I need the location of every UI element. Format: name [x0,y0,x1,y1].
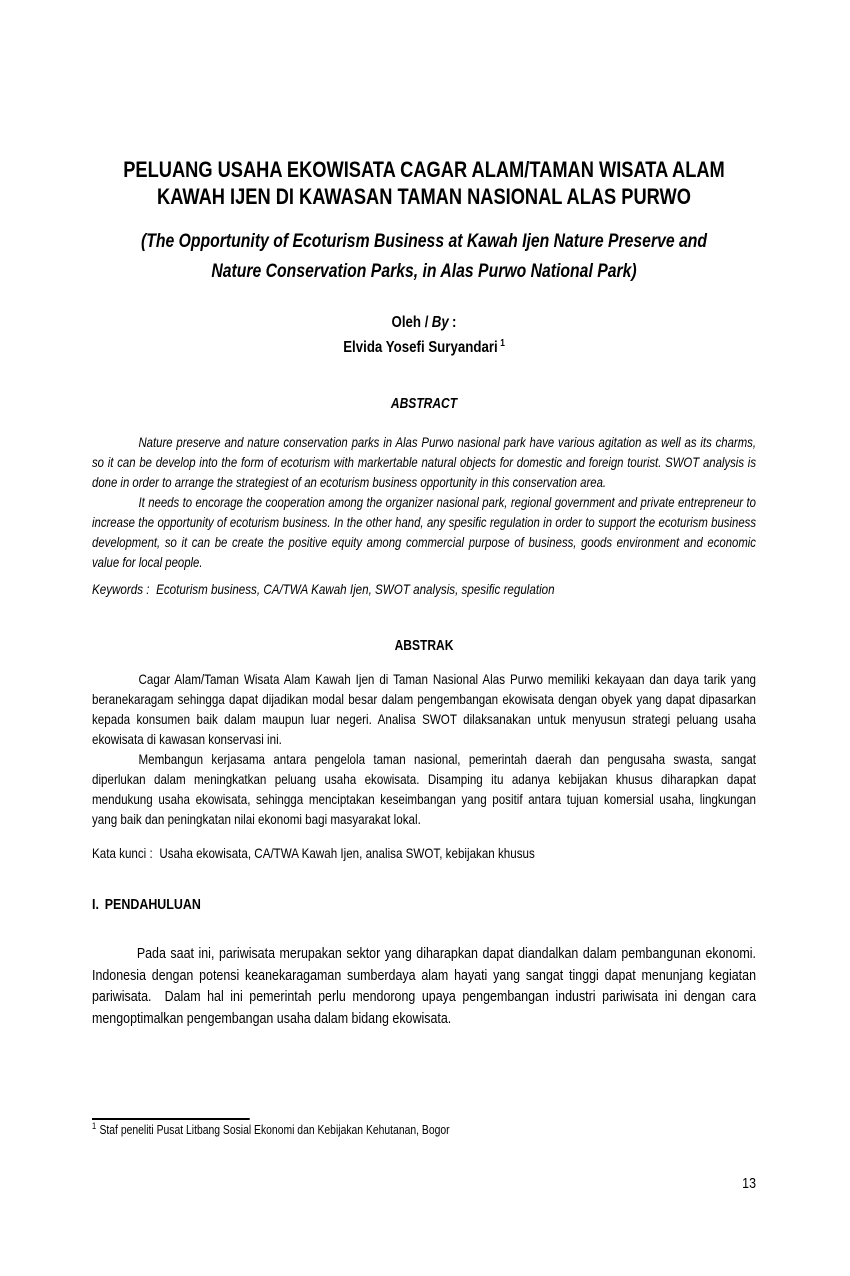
introduction-paragraph: Pada saat ini, pariwisata merupakan sektor yang diharapkan dapat diandalkan dalam pembangunan ekonomi. Indonesia dengan potensi keanekaragaman sumberdaya alam hayati yang sangat tinggi dapat menunjang kegiatan pariwisata. Dalam hal ini pemerintah perlu mendorong upaya pengembangan industri pariwisata ini dengan cara mengoptimalkan pengembangan usaha dalam bidang ekowisata. [92,945,756,1027]
keywords-label-indonesian: Kata kunci : [92,845,153,861]
keywords-label-english: Keywords : [92,581,150,597]
byline-colon: : [452,314,457,331]
byline-prefix: Oleh / [391,314,429,331]
author-name-text: Elvida Yosefi Suryandari [343,339,498,356]
author-name [92,335,756,361]
keywords-text-english: Ecoturism business, CA/TWA Kawah Ijen, SWOT analysis, spesific regulation [156,581,555,597]
abstract-heading-english: ABSTRACT [390,396,458,412]
paper-title-line2: KAWAH IJEN DI KAWASAN TAMAN NASIONAL ALAS PURWO [157,184,691,209]
abstract-indonesian-paragraph-2: Membangun kerjasama antara pengelola taman nasional, pemerintah daerah dan pengusaha swasta, sangat diperlukan dalam meningkatkan peluang usaha ekowisata. Disamping itu adanya kebijakan khusus diharapkan dapat mendukung usaha ekowisata, sehingga menciptakan keseimbangan yang positif antara tujuan komersial usaha, lingkungan yang baik dan peningkatan nilai ekonomi bagi masyarakat lokal. [92,751,757,827]
paper-title-english [92,227,756,287]
abstract-indonesian-paragraph-1: Cagar Alam/Taman Wisata Alam Kawah Ijen di Taman Nasional Alas Purwo memiliki kekayaan dan daya tarik yang beranekaragam sehingga dapat dijadikan modal besar dalam pengembangan ekowisata dengan obyek yang dapat dipasarkan kepada konsumen baik dalam maupun luar negeri. Analisa SWOT dilaksanakan untuk menyusun strategi peluang usaha ekowisata di kawasan konservasi ini. [92,671,757,747]
paper-title [92,156,756,210]
footnote-text-body: Staf peneliti Pusat Litbang Sosial Ekonomi dan Kebijakan Kehutanan, Bogor [99,1123,450,1137]
keywords-line-english [92,579,756,599]
introduction-section [92,943,756,1029]
paper-title-english-line1: (The Opportunity of Ecoturism Business at Kawah Ijen Nature Preserve and [140,231,708,252]
section-numeral: I. [92,896,99,913]
keywords-text-indonesian: Usaha ekowisata, CA/TWA Kawah Ijen, analisa SWOT, kebijakan khusus [159,845,535,861]
keywords-line-indonesian [92,843,756,863]
paper-title-line1: PELUANG USAHA EKOWISATA CAGAR ALAM/TAMAN WISATA ALAM [123,157,725,182]
author-footnote-ref: 1 [500,337,505,349]
content-column [92,0,756,1276]
section-title: PENDAHULUAN [104,896,201,913]
paper-title-english-line2: Nature Conservation Parks, in Alas Purwo National Park) [211,261,637,282]
footnote-ref-marker: 1 [92,1120,97,1131]
abstract-heading-indonesian: ABSTRAK [394,638,454,654]
abstract-indonesian [92,669,756,829]
footnote-block [92,1118,756,1138]
abstract-english [92,433,756,573]
byline-by: By [431,314,449,331]
abstract-english-paragraph-2: It needs to encorage the cooperation among the organizer nasional park, regional government and private entrepreneur to increase the opportunity of ecoturism business. In the other hand, any spesific regulation in order to support the ecoturism business development, so it can be create the positive equity among commercial purpose of business, goods environment and economic value for local people. [92,495,757,570]
abstract-english-paragraph-1: Nature preserve and nature conservation parks in Alas Purwo nasional park have various agitation as well as its charms, so it can be develop into the form of ecoturism with markertable natural objects for domestic and foreign tourist. SWOT analysis is done in order to arrange the strategiest of an ecoturism business opportunity in this conservation area. [92,435,757,490]
byline [92,311,756,335]
footnote-separator-rule [92,1118,250,1120]
page-number: 13 [742,1175,756,1192]
footnote-text [92,1122,756,1138]
section-heading-pendahuluan [92,895,756,915]
